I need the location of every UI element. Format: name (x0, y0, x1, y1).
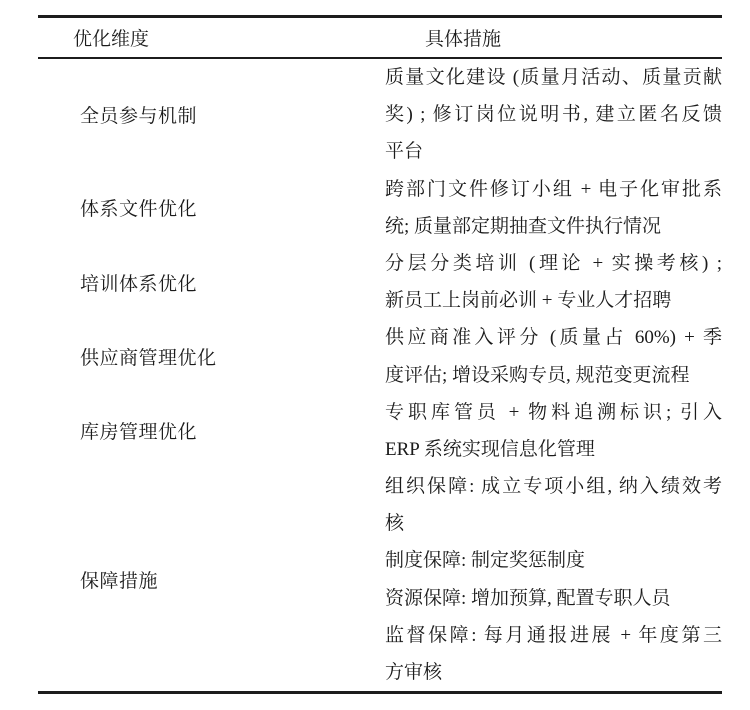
table-row (38, 245, 722, 319)
measure-line: 奖) ; 修订岗位说明书, 建立匿名反馈 (385, 104, 722, 126)
row-measures (385, 394, 722, 468)
measure-line: ERP 系统实现信息化管理 (385, 438, 595, 460)
measure-line: 分层分类培训 (理论 + 实操考核) ; (385, 252, 722, 274)
measure-line: 质量文化建设 (质量月活动、质量贡献 (385, 67, 722, 88)
header-col-measures: 具体措施 (425, 28, 502, 50)
row-measures (385, 468, 722, 691)
measure-line: 供应商准入评分 (质量占 60%) + 季 (385, 327, 722, 349)
table-bottom-rule (38, 691, 722, 694)
measure-line: 制度保障: 制定奖惩制度 (385, 550, 586, 572)
row-measures (385, 171, 722, 245)
optimization-measures-table (38, 15, 722, 694)
table-row (38, 171, 722, 245)
measure-line: 跨部门文件修订小组 + 电子化审批系 (385, 178, 722, 200)
measure-line: 专职库管员 + 物料追溯标识; 引入 (385, 401, 722, 423)
row-dimension-label: 体系文件优化 (80, 199, 198, 221)
measure-line: 核 (385, 513, 405, 535)
measure-line: 平台 (385, 141, 424, 163)
table-row (38, 59, 722, 171)
header-col-dimension: 优化维度 (73, 28, 150, 50)
row-dimension-label: 库房管理优化 (80, 422, 198, 444)
table-body (38, 59, 722, 691)
row-dimension-label: 保障措施 (80, 571, 159, 593)
table-header-row (38, 18, 722, 57)
measure-line: 新员工上岗前必训 + 专业人才招聘 (385, 290, 672, 312)
measure-line: 度评估; 增设采购专员, 规范变更流程 (385, 364, 690, 386)
measure-line: 组织保障: 成立专项小组, 纳入绩效考 (385, 476, 722, 498)
row-measures (385, 319, 722, 393)
row-dimension-label: 全员参与机制 (80, 106, 198, 128)
row-dimension-label: 供应商管理优化 (80, 348, 217, 369)
table-row (38, 319, 722, 393)
measure-line: 资源保障: 增加预算, 配置专职人员 (385, 587, 671, 609)
measure-line: 监督保障: 每月通报进展 + 年度第三 (385, 624, 722, 646)
row-measures (385, 59, 722, 171)
measure-line: 方审核 (385, 662, 443, 683)
table-row (38, 468, 722, 691)
table-row (38, 394, 722, 468)
measure-line: 统; 质量部定期抽查文件执行情况 (385, 215, 662, 237)
row-measures (385, 245, 722, 319)
row-dimension-label: 培训体系优化 (80, 273, 198, 295)
